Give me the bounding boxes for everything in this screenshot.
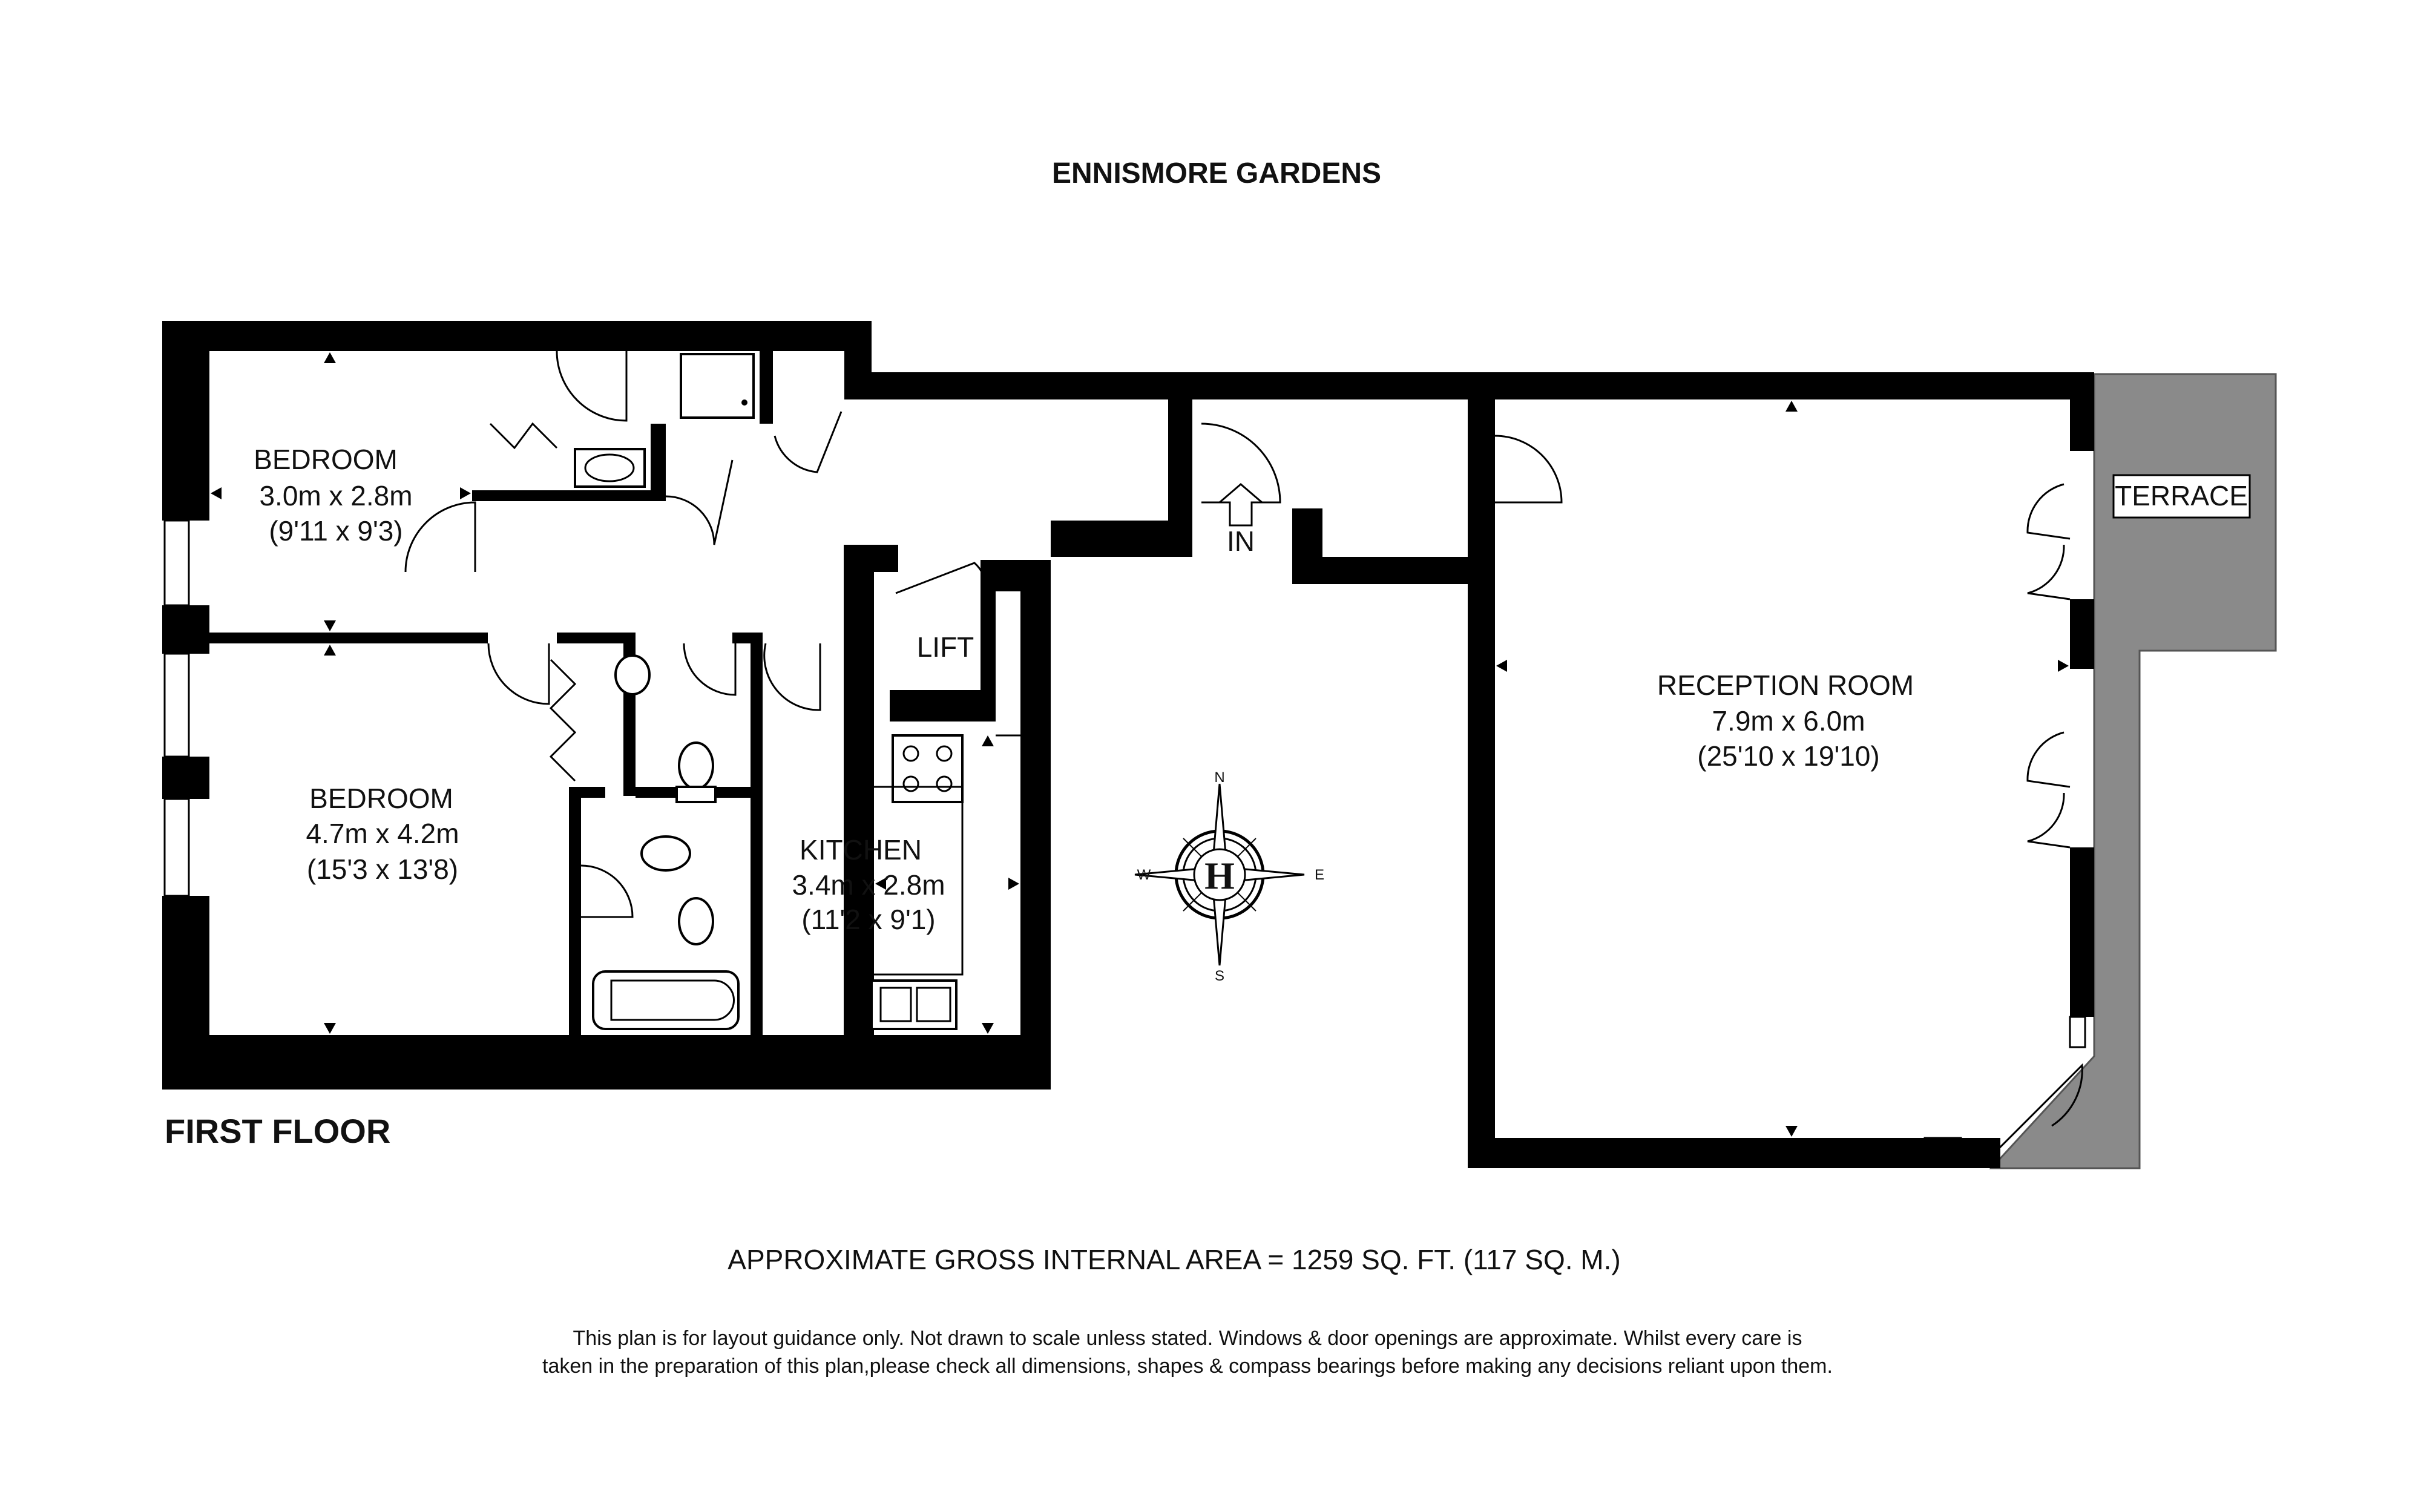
- compass-east: E: [1314, 867, 1325, 883]
- terrace-label: TERRACE: [2115, 480, 2248, 511]
- entrance-arrow-icon: [1220, 484, 1262, 525]
- compass-north: N: [1214, 769, 1225, 786]
- disclaimer-line-2: taken in the preparation of this plan,please check all dimensions, shapes & compass bearings before making any decisions reliant upon them.: [542, 1355, 1833, 1378]
- plan-title: ENNISMORE GARDENS: [1051, 157, 1382, 189]
- gross-area: APPROXIMATE GROSS INTERNAL AREA = 1259 SQ. FT. (117 SQ. M.): [728, 1244, 1621, 1275]
- svg-text:RECEPTION ROOM: RECEPTION ROOM: [1657, 669, 1914, 701]
- disclaimer-line-1: This plan is for layout guidance only. Not drawn to scale unless stated. Windows & door openings are approximate. Whilst every care is: [573, 1327, 1802, 1350]
- svg-text:BEDROOM: BEDROOM: [254, 444, 398, 475]
- svg-text:BEDROOM: BEDROOM: [309, 783, 453, 814]
- entrance-label: IN: [1227, 525, 1255, 557]
- room-kitchen: [792, 834, 945, 935]
- svg-text:KITCHEN: KITCHEN: [800, 834, 922, 866]
- svg-text:(9'11 x 9'3): (9'11 x 9'3): [269, 515, 403, 547]
- floor-label: FIRST FLOOR: [165, 1112, 391, 1150]
- svg-text:7.9m x 6.0m: 7.9m x 6.0m: [1712, 705, 1865, 737]
- svg-text:(25'10 x 19'10): (25'10 x 19'10): [1697, 740, 1880, 772]
- room-bedroom-1: [254, 444, 412, 547]
- room-bedroom-2: [306, 783, 459, 885]
- wardrobes: [490, 424, 575, 781]
- svg-text:3.4m x 2.8m: 3.4m x 2.8m: [792, 869, 945, 901]
- compass-logo: H: [1204, 854, 1235, 897]
- svg-text:4.7m x 4.2m: 4.7m x 4.2m: [306, 818, 459, 849]
- svg-text:3.0m x 2.8m: 3.0m x 2.8m: [259, 480, 413, 511]
- svg-text:(11'2 x 9'1): (11'2 x 9'1): [801, 904, 936, 935]
- lift-label: LIFT: [916, 631, 974, 663]
- compass-west: W: [1137, 867, 1151, 883]
- compass-icon: [1135, 769, 1324, 984]
- compass-south: S: [1214, 968, 1225, 984]
- svg-text:(15'3 x 13'8): (15'3 x 13'8): [306, 853, 459, 885]
- room-reception: [1657, 669, 1914, 772]
